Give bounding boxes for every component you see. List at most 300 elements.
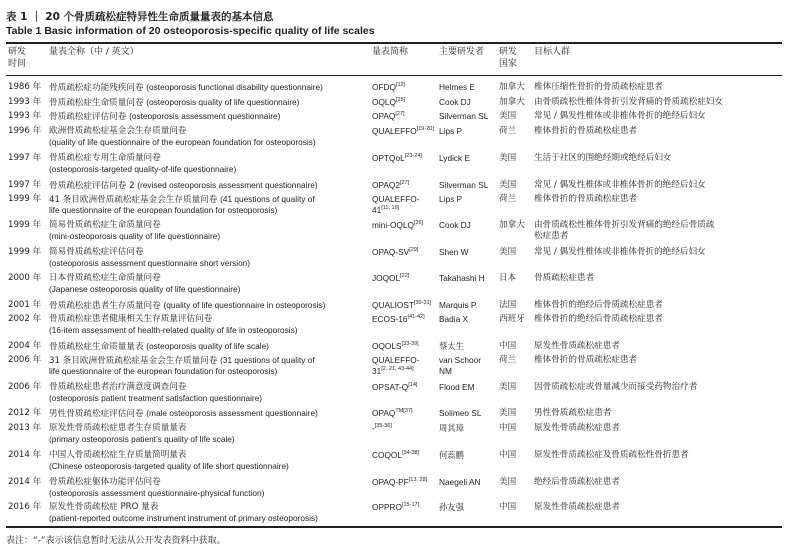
reference-superscript: [23-24] [404,153,422,159]
row-year-text: 2013 年 [8,423,42,433]
row-target-population-text: 椎体骨折的绝经后骨质疏松症患者 [534,314,663,324]
row-target-population [534,126,637,137]
row-developer-line2-text: NM [439,366,452,376]
row-abbreviation-text: OFDQ [372,82,396,92]
row-year [8,111,41,122]
row-country-text: 美国 [499,408,517,418]
row-developer-text: Flood EM [439,382,475,392]
row-developer [439,314,468,325]
row-year [8,220,41,231]
row-abbreviation [372,341,419,352]
row-developer-text: Takahashi H [439,273,485,283]
row-scale-name-en-line2-text: (patient-reported outcome instrument instrument of primary osteoporosis) [49,513,318,523]
row-country-text: 美国 [499,477,517,487]
row-country [499,126,516,137]
reference-superscript: [26] [413,220,424,226]
row-developer-text: 孙友强 [439,502,464,512]
row-developer [439,300,476,311]
row-abbreviation-text: OPAQ [372,408,396,418]
row-abbreviation [372,220,423,231]
row-scale-name-cn-text: 中国人骨质疏松症生存质量简明量表 [49,450,187,460]
row-country-text: 中国 [499,450,517,460]
row-country-text: 荷兰 [499,194,517,204]
table-footnote: 表注：“-”表示该信息暂时无法从公开发表资料中获取。 [6,536,226,546]
table-bottom-rule [6,526,782,528]
reference-superscript: [13, 28] [408,477,428,483]
row-developer-text: Naegeli AN [439,477,481,487]
row-country-text: 法国 [499,300,517,310]
row-abbreviation [372,408,412,419]
row-scale-name-cn-text: 日本骨质疏松症生命质量问卷 [49,273,161,283]
reference-superscript: [27] [395,111,405,117]
row-scale-name-en-line2-text: life questionnaire of the european foundation for osteoporosis) [49,366,278,376]
row-year-text: 2002 年 [8,314,42,324]
row-country-text: 荷兰 [499,355,517,365]
row-target-population-text: 原发性骨质疏松症及骨质疏松性骨折患者 [534,450,689,460]
row-abbreviation-text: QUALIOST [372,300,414,310]
row-target-population [534,450,689,461]
row-country-text: 荷兰 [499,126,517,136]
row-abbreviation [372,450,419,461]
row-target-population-line2-text: 松症患者 [534,231,569,241]
row-scale-name-en-line2 [49,164,236,175]
row-abbreviation-text: OQOLS [372,341,402,351]
row-target-population-line2 [534,231,568,242]
row-target-population-text: 生活于社区的围绝经期或绝经后妇女 [534,153,672,163]
row-year-text: 1999 年 [8,220,42,230]
row-scale-name-en-line2 [49,488,264,499]
row-target-population-text: 椎体骨折的绝经后骨质疏松症患者 [534,300,663,310]
row-scale-name-en-line2 [49,513,318,524]
row-scale-name-en: (male osteoporosis assessment questionnaire) [146,408,318,418]
row-abbreviation-text: OPAQ-SV [372,247,410,257]
row-target-population [534,220,714,231]
row-abbreviation-text: COQOL [372,450,402,460]
row-year [8,82,41,93]
row-year [8,423,41,434]
row-scale-name-en-line2-text: life questionnaire of the european foundation for osteoporosis) [49,205,278,215]
row-scale-name-cn [49,273,161,284]
row-abbreviation [372,247,418,258]
reference-superscript: [27] [399,180,410,186]
row-year [8,153,41,164]
reference-superscript: [15-17] [401,502,420,508]
reference-superscript: [35-36] [374,423,392,429]
row-developer-text: Solimeo SL [439,408,482,418]
row-country-text: 日本 [499,273,517,283]
row-developer-text: 何蕊鹏 [439,450,464,460]
row-country-text: 中国 [499,423,517,433]
row-scale-name-en-line2 [49,205,277,216]
row-country [499,220,525,231]
row-scale-name-cn [49,300,325,312]
row-scale-name-en-line2-text: (osteoporosis patient treatment satisfaction questionnaire) [49,393,263,403]
row-developer-text: Badia X [439,314,469,324]
row-year [8,97,41,108]
row-scale-name-cn [49,97,299,109]
row-scale-name-cn [49,423,187,434]
row-target-population [534,355,637,366]
row-scale-name-cn-text: 骨质疏松症生命质量问卷 [49,98,144,108]
row-scale-name-cn [49,180,318,192]
row-abbreviation-text: OPAQ2 [372,180,400,190]
row-developer-text: Cook DJ [439,220,471,230]
row-scale-name-cn-text: 骨质疏松症评估问卷 2 [49,181,135,191]
row-country [499,82,525,93]
row-country-text: 加拿大 [499,97,525,107]
row-scale-name-en: (osteoporosis functional disability questionnaire) [146,82,323,92]
row-developer-text: Helmes E [439,82,475,92]
row-abbreviation-text: OPSAT-Q [372,382,409,392]
header-abbreviation: 量表简称 [372,47,409,57]
row-target-population [534,247,706,258]
row-scale-name-cn-text: 41 条目欧洲骨质疏松症基金会生存质量问卷 [49,195,218,205]
row-scale-name-cn [49,153,161,164]
row-scale-name-cn-text: 骨质疏松症评估问卷 [49,112,127,122]
row-developer-text: 周其璋 [439,423,464,433]
row-country [499,423,516,434]
row-country [499,450,516,461]
row-country [499,97,525,108]
row-country [499,111,516,122]
row-abbreviation-text: mini-OQLQ [372,220,414,230]
row-year-text: 2012 年 [8,408,42,418]
row-country [499,341,516,352]
row-year-text: 1997 年 [8,180,42,190]
row-scale-name-en-line2 [49,393,262,404]
row-developer [439,82,475,93]
row-scale-name-cn [49,220,161,231]
row-abbreviation-text: QUALEFFO- [372,194,420,204]
row-country [499,477,516,488]
row-scale-name-cn [49,355,315,367]
row-developer-text: Lips P [439,126,463,136]
row-target-population-text: 因骨质疏松症或骨量减少而接受药物治疗者 [534,382,698,392]
row-target-population-text: 原发性骨质疏松症患者 [534,502,620,512]
row-year-text: 1997 年 [8,153,42,163]
row-country [499,180,516,191]
reference-superscript: [30-31] [413,300,432,306]
row-target-population [534,97,723,108]
row-year [8,126,41,137]
reference-superscript: [22] [400,273,410,279]
row-country [499,247,516,258]
row-scale-name-cn-text: 简易骨质疏松症评估问卷 [49,247,144,257]
row-scale-name-cn-text: 原发性骨质疏松症患者生存质量量表 [49,423,187,433]
row-abbreviation-text: ECOS-16 [372,314,408,324]
row-country-text: 西班牙 [499,314,525,324]
row-scale-name-en: (revised osteoporosis assessment questionnaire) [137,180,318,190]
row-scale-name-cn [49,111,280,123]
row-year-text: 2014 年 [8,450,42,460]
row-target-population-text: 常见 / 偶发性椎体或非椎体骨折的绝经后妇女 [534,247,706,257]
row-scale-name-cn [49,314,212,325]
row-abbreviation [372,502,419,513]
row-year-text: 2016 年 [8,502,42,512]
row-scale-name-en-line2-text: (primary osteoporosis patient’s quality of life scale) [49,434,235,444]
row-scale-name-cn-text: 骨质疏松症患者生存质量问卷 [49,301,161,311]
row-year [8,180,41,191]
row-year-text: 2014 年 [8,477,42,487]
reference-superscript: [33-39] [401,341,419,347]
row-abbreviation [372,153,422,164]
row-scale-name-cn [49,341,269,353]
row-abbreviation-text: QUALEFFO- [372,355,420,365]
row-abbreviation [372,314,425,325]
row-developer [439,247,469,258]
reference-superscript: [34-38] [401,450,420,456]
row-developer [439,273,485,284]
row-developer [439,153,470,164]
row-abbreviation [372,355,419,366]
reference-superscript: [19-20] [416,126,434,132]
row-developer [439,341,464,352]
row-country [499,408,516,419]
row-country-text: 美国 [499,247,517,257]
row-developer-text: Silverman SL [439,180,489,190]
reference-superscript: [41-42] [407,314,425,320]
row-scale-name-en: (osteoporosis quality of life questionnaire) [146,97,300,107]
row-year [8,247,41,258]
row-abbreviation [372,82,405,93]
row-developer [439,450,464,461]
row-target-population-text: 原发性骨质疏松症患者 [534,423,620,433]
row-scale-name-cn-text: 男性骨质疏松症评估问卷 [49,409,144,419]
row-developer-text: Lydick E [439,153,471,163]
row-abbreviation [372,382,417,393]
row-developer [439,408,481,419]
row-year-text: 1999 年 [8,194,42,204]
row-target-population [534,423,620,434]
row-scale-name-cn-text: 原发性骨质疏松症 PRO 量表 [49,502,159,512]
row-developer-text: Shen W [439,247,469,257]
row-target-population-text: 常见 / 偶发性椎体或非椎体骨折的绝经后妇女 [534,180,706,190]
row-abbreviation-text: QUALEFFO [372,126,417,136]
row-year-text: 1999 年 [8,247,42,257]
row-scale-name-en-line2 [49,284,240,295]
reference-superscript: TM[37] [395,408,413,414]
row-developer [439,502,464,513]
row-abbreviation [372,273,409,284]
row-year-text: 2001 年 [8,300,42,310]
row-country-text: 中国 [499,341,517,351]
row-year [8,502,41,513]
row-year [8,450,41,461]
row-abbreviation [372,423,392,434]
row-target-population-text: 椎体压缩性骨折的骨质疏松症患者 [534,82,663,92]
row-scale-name-cn-text: 31 条目欧洲骨质疏松症基金会生存质量问卷 [49,356,218,366]
row-abbreviation-line2 [372,205,399,216]
row-country-text: 美国 [499,111,517,121]
row-developer [439,194,462,205]
row-developer [439,126,462,137]
row-scale-name-cn [49,194,315,206]
row-target-population-text: 男性骨质疏松症患者 [534,408,612,418]
row-scale-name-en: (41 questions of quality of [220,194,315,204]
row-country [499,273,516,284]
row-scale-name-en: (31 questions of quality of [220,355,315,365]
row-year-text: 1993 年 [8,111,42,121]
row-abbreviation [372,194,419,205]
row-target-population-text: 常见 / 偶发性椎体或非椎体骨折的绝经后妇女 [534,111,706,121]
row-abbreviation-text: OPAQ-PF [372,477,409,487]
row-abbreviation-text: OPAQ [372,111,396,121]
table-caption-english: Table 1 Basic information of 20 osteoporosis-specific quality of life scales [6,25,375,37]
row-scale-name-en-line2 [49,461,289,472]
row-target-population [534,341,620,352]
row-year [8,355,41,366]
row-scale-name-cn-text: 骨质疏松症患者治疗满意度调查问卷 [49,382,187,392]
row-target-population [534,273,594,284]
row-year [8,300,41,311]
row-year [8,314,41,325]
row-target-population [534,300,663,311]
row-abbreviation-text: OPPRO [372,502,402,512]
row-target-population [534,194,637,205]
row-developer-text: van Schoor [439,355,481,365]
row-target-population-text: 绝经后骨质疏松症患者 [534,477,620,487]
row-developer [439,220,471,231]
row-scale-name-en-line2-text: (osteoporosis assessment questionnaire short version) [49,258,251,268]
row-abbreviation-text: JOQOL [372,273,401,283]
row-developer [439,423,464,434]
row-scale-name-en-line2 [49,434,235,445]
row-abbreviation [372,111,405,122]
row-abbreviation-line2 [372,366,414,377]
row-developer [439,477,481,488]
reference-superscript: [29] [409,247,419,253]
row-abbreviation-line2-text: 31 [372,366,382,376]
row-scale-name-cn-text: 骨质疏松症功能残疾问卷 [49,83,144,93]
row-abbreviation-text: - [372,423,375,433]
reference-superscript: [12] [395,82,406,88]
row-year [8,382,41,393]
row-year [8,477,41,488]
row-country-text: 加拿大 [499,82,525,92]
row-target-population [534,180,706,191]
header-scale-name: 量表全称（中 / 英文） [49,47,139,57]
row-scale-name-cn [49,126,187,137]
row-developer-text: Lips P [439,194,463,204]
header-country: 研发 国家 [499,47,518,69]
row-year-text: 1986 年 [8,82,42,92]
row-target-population [534,314,663,325]
row-target-population [534,82,663,93]
row-country-text: 美国 [499,180,517,190]
row-year-text: 1993 年 [8,97,42,107]
row-scale-name-en: (osteoporosis assessment questionnaire) [129,111,281,121]
row-scale-name-en-line2-text: (osteoporosis-targeted quality-of-life questionnaire) [49,164,237,174]
row-country-text: 中国 [499,502,517,512]
row-scale-name-en-line2-text: (Japanese osteoporosis quality of life questionnaire) [49,284,241,294]
row-scale-name-en-line2 [49,231,220,242]
row-country [499,355,516,366]
row-developer [439,180,488,191]
row-scale-name-cn-text: 简易骨质疏松症生命质量问卷 [49,220,161,230]
row-abbreviation [372,180,409,191]
row-developer [439,97,471,108]
row-year [8,408,41,419]
row-target-population-text: 椎体骨折的骨质疏松症患者 [534,355,638,365]
row-country [499,153,516,164]
row-target-population [534,502,620,513]
row-year-text: 2006 年 [8,382,42,392]
row-scale-name-en-line2 [49,258,250,269]
row-scale-name-en-line2 [49,366,277,377]
reference-superscript: [11, 19] [381,205,400,211]
row-scale-name-cn [49,450,187,461]
row-scale-name-cn [49,408,318,420]
row-developer [439,111,488,122]
row-scale-name-cn-text: 骨质疏松症躯体功能评估问卷 [49,477,161,487]
row-year-text: 1996 年 [8,126,42,136]
reference-superscript: [14] [408,382,418,388]
row-developer-text: Silverman SL [439,111,489,121]
row-abbreviation-text: OQLQ [372,97,396,107]
row-scale-name-cn-text: 欧洲骨质疏松症基金会生存质量问卷 [49,126,187,136]
row-abbreviation-text: OPTQoL [372,153,405,163]
row-year-text: 2000 年 [8,273,42,283]
header-target-population: 目标人群 [534,47,571,57]
row-target-population-text: 椎体骨折的骨质疏松症患者 [534,194,638,204]
row-year-text: 2004 年 [8,341,42,351]
row-target-population [534,153,672,164]
row-scale-name-en-line2 [49,137,316,148]
row-scale-name-cn-text: 骨质疏松症生命质量量表 [49,342,144,352]
row-country-text: 美国 [499,153,517,163]
row-target-population-text: 原发性骨质疏松症患者 [534,341,620,351]
row-scale-name-cn [49,477,161,488]
row-year-text: 2006 年 [8,355,42,365]
header-main-developer: 主要研发者 [439,47,485,57]
row-developer-text: Cook DJ [439,97,471,107]
row-scale-name-en: (osteoporosis quality of life scale) [146,341,269,351]
row-target-population-text: 椎体骨折的骨质疏松症患者 [534,126,638,136]
row-year [8,341,41,352]
row-country [499,194,516,205]
row-target-population-text: 骨质疏松症患者 [534,273,595,283]
row-scale-name-cn [49,82,323,94]
row-developer [439,355,481,366]
row-scale-name-en-line2-text: (mini-osteoporosis quality of life questionnaire) [49,231,221,241]
header-year: 研发 时间 [8,47,27,69]
row-abbreviation [372,126,434,137]
row-scale-name-en-line2-text: (quality of life questionnaire of the european foundation for osteoporosis) [49,137,316,147]
reference-superscript: [25] [395,97,406,103]
row-scale-name-en-line2-text: (16-item assessment of health-related quality of life in osteoporosis) [49,325,298,335]
row-developer-text: Marquis P [439,300,477,310]
reference-superscript: [2, 21, 43-44] [381,366,414,372]
row-country-text: 美国 [499,382,517,392]
row-scale-name-cn [49,382,187,393]
row-scale-name-cn [49,502,158,513]
row-abbreviation [372,97,405,108]
row-target-population-text: 由骨质疏松性椎体骨折引发背痛的骨质疏松症妇女 [534,97,724,107]
row-scale-name-en-line2 [49,325,298,336]
row-developer-text: 蔡太生 [439,341,464,351]
row-scale-name-cn-text: 骨质疏松症专用生命质量问卷 [49,153,161,163]
row-developer [439,382,475,393]
row-developer-line2 [439,366,452,377]
row-target-population [534,408,611,419]
row-abbreviation-line2-text: 41 [372,205,382,215]
row-scale-name-en: (quality of life questionnaire in osteoporosis) [163,300,326,310]
row-target-population-text: 由骨质疏松性椎体骨折引发背痛的绝经后骨质疏 [534,220,715,230]
row-abbreviation [372,300,431,311]
row-target-population [534,111,706,122]
row-scale-name-en-line2-text: (osteoporosis assessment questionnaire-physical function) [49,488,265,498]
row-country [499,382,516,393]
